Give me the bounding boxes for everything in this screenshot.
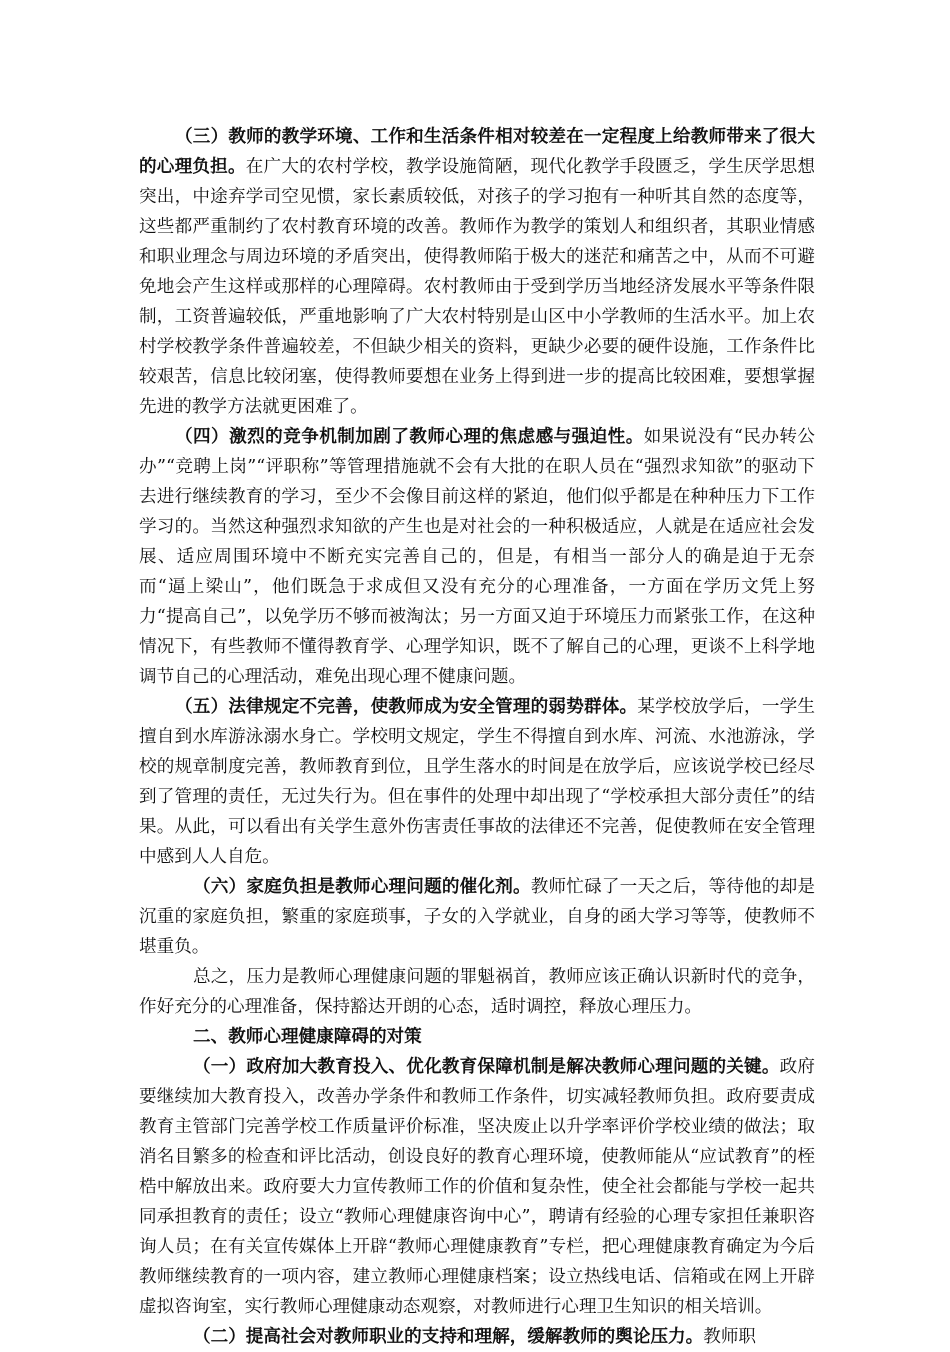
paragraph-legal bbox=[139, 692, 815, 872]
paragraph-lead: （六）家庭负担是教师心理问题的催化剂。 bbox=[193, 876, 531, 897]
paragraph-government bbox=[139, 1052, 815, 1322]
paragraph-family bbox=[139, 872, 815, 962]
section-heading: 二、教师心理健康障碍的对策 bbox=[193, 1026, 422, 1047]
document-body bbox=[139, 122, 815, 1352]
paragraph-text: 某学校放学后，一学生擅自到水库游泳溺水身亡。学校明文规定，学生不得擅自到水库、河流、水池游泳，学校的规章制度完善，教师教育到位，且学生落水的时间是在放学后，应该说学校已经尽到了管理的责任，无过失行为。但在事件的处理中却出现了“学校承担大部分责任”的结果。从此，可以看出有关学生意外伤害责任事故的法律还不完善，促使教师在安全管理中感到人人自危。 bbox=[139, 697, 815, 867]
paragraph-lead: （二）提高社会对教师职业的支持和理解，缓解教师的舆论压力。 bbox=[193, 1326, 704, 1347]
paragraph-summary bbox=[139, 962, 815, 1022]
paragraph-lead: （五）法律规定不完善，使教师成为安全管理的弱势群体。 bbox=[175, 696, 638, 717]
paragraph-text: 总之，压力是教师心理健康问题的罪魁祸首，教师应该正确认识新时代的竞争，作好充分的心理准备，保持豁达开朗的心态，适时调控，释放心理压力。 bbox=[139, 967, 815, 1017]
paragraph-lead: （三）教师的教学环境、工作和生活条件相对较差在一定程度上给教师带来了很大的心理负担。 bbox=[139, 126, 815, 177]
paragraph-text: 在广大的农村学校，教学设施简陋，现代化教学手段匮乏，学生厌学思想突出，中途弃学司空见惯，家长素质较低，对孩子的学习抱有一种听其自然的态度等，这些都严重制约了农村教育环境的改善。教师作为教学的策划人和组织者，其职业情感和职业理念与周边环境的矛盾突出，使得教师陷于极大的迷茫和痛苦之中，从而不可避免地会产生这样或那样的心理障碍。农村教师由于受到学历当地经济发展水平等条件限制，工资普遍较低，严重地影响了广大农村特别是山区中小学教师的生活水平。加上农村学校教学条件普遍较差，不但缺少相关的资料，更缺少必要的硬件设施，工作条件比较艰苦，信息比较闭塞，使得教师要想在业务上得到进一步的提高比较困难，要想掌握先进的教学方法就更困难了。 bbox=[139, 157, 815, 417]
paragraph-lead: （四）激烈的竞争机制加剧了教师心理的焦虑感与强迫性。 bbox=[175, 426, 644, 447]
paragraph-text: 如果说没有“民办转公办”“竞聘上岗”“评职称”等管理措施就不会有大批的在职人员在“强烈求知欲”的驱动下去进行继续教育的学习，至少不会像目前这样的紧迫，他们似乎都是在种种压力下工作学习的。当然这种强烈求知欲的产生也是对社会的一种积极适应，人就是在适应社会发展、适应周围环境中不断充实完善自己的，但是，有相当一部分人的确是迫于无奈而“逼上梁山”，他们既急于求成但又没有充分的心理准备，一方面在学历文凭上努力“提高自己”，以免学历不够而被淘汰；另一方面又迫于环境压力而紧张工作，在这种情况下，有些教师不懂得教育学、心理学知识，既不了解自己的心理，更谈不上科学地调节自己的心理活动，难免出现心理不健康问题。 bbox=[139, 427, 815, 687]
paragraph-text: 教师忙碌了一天之后，等待他的却是沉重的家庭负担，繁重的家庭琐事，子女的入学就业，自身的函大学习等等，使教师不堪重负。 bbox=[139, 877, 815, 957]
paragraph-text: 政府要继续加大教育投入，改善办学条件和教师工作条件，切实减轻教师负担。政府要责成教育主管部门完善学校工作质量评价标准，坚决废止以升学率评价学校业绩的做法；取消名目繁多的检查和评比活动，创设良好的教育心理环境，使教师能从“应试教育”的桎梏中解放出来。政府要大力宣传教师工作的价值和复杂性，使全社会都能与学校一起共同承担教育的责任；设立“教师心理健康咨询中心”，聘请有经验的心理专家担任兼职咨询人员；在有关宣传媒体上开辟“教师心理健康教育”专栏，把心理健康教育确定为今后教师继续教育的一项内容，建立教师心理健康档案；设立热线电话、信箱或在网上开辟虚拟咨询室，实行教师心理健康动态观察，对教师进行心理卫生知识的相关培训。 bbox=[139, 1057, 815, 1317]
paragraph-society bbox=[139, 1322, 815, 1352]
paragraph-lead: （一）政府加大教育投入、优化教育保障机制是解决教师心理问题的关键。 bbox=[193, 1056, 780, 1077]
paragraph-competition bbox=[139, 422, 815, 692]
paragraph-text: 教师职 bbox=[703, 1327, 757, 1347]
paragraph-teaching-environment bbox=[139, 122, 815, 422]
